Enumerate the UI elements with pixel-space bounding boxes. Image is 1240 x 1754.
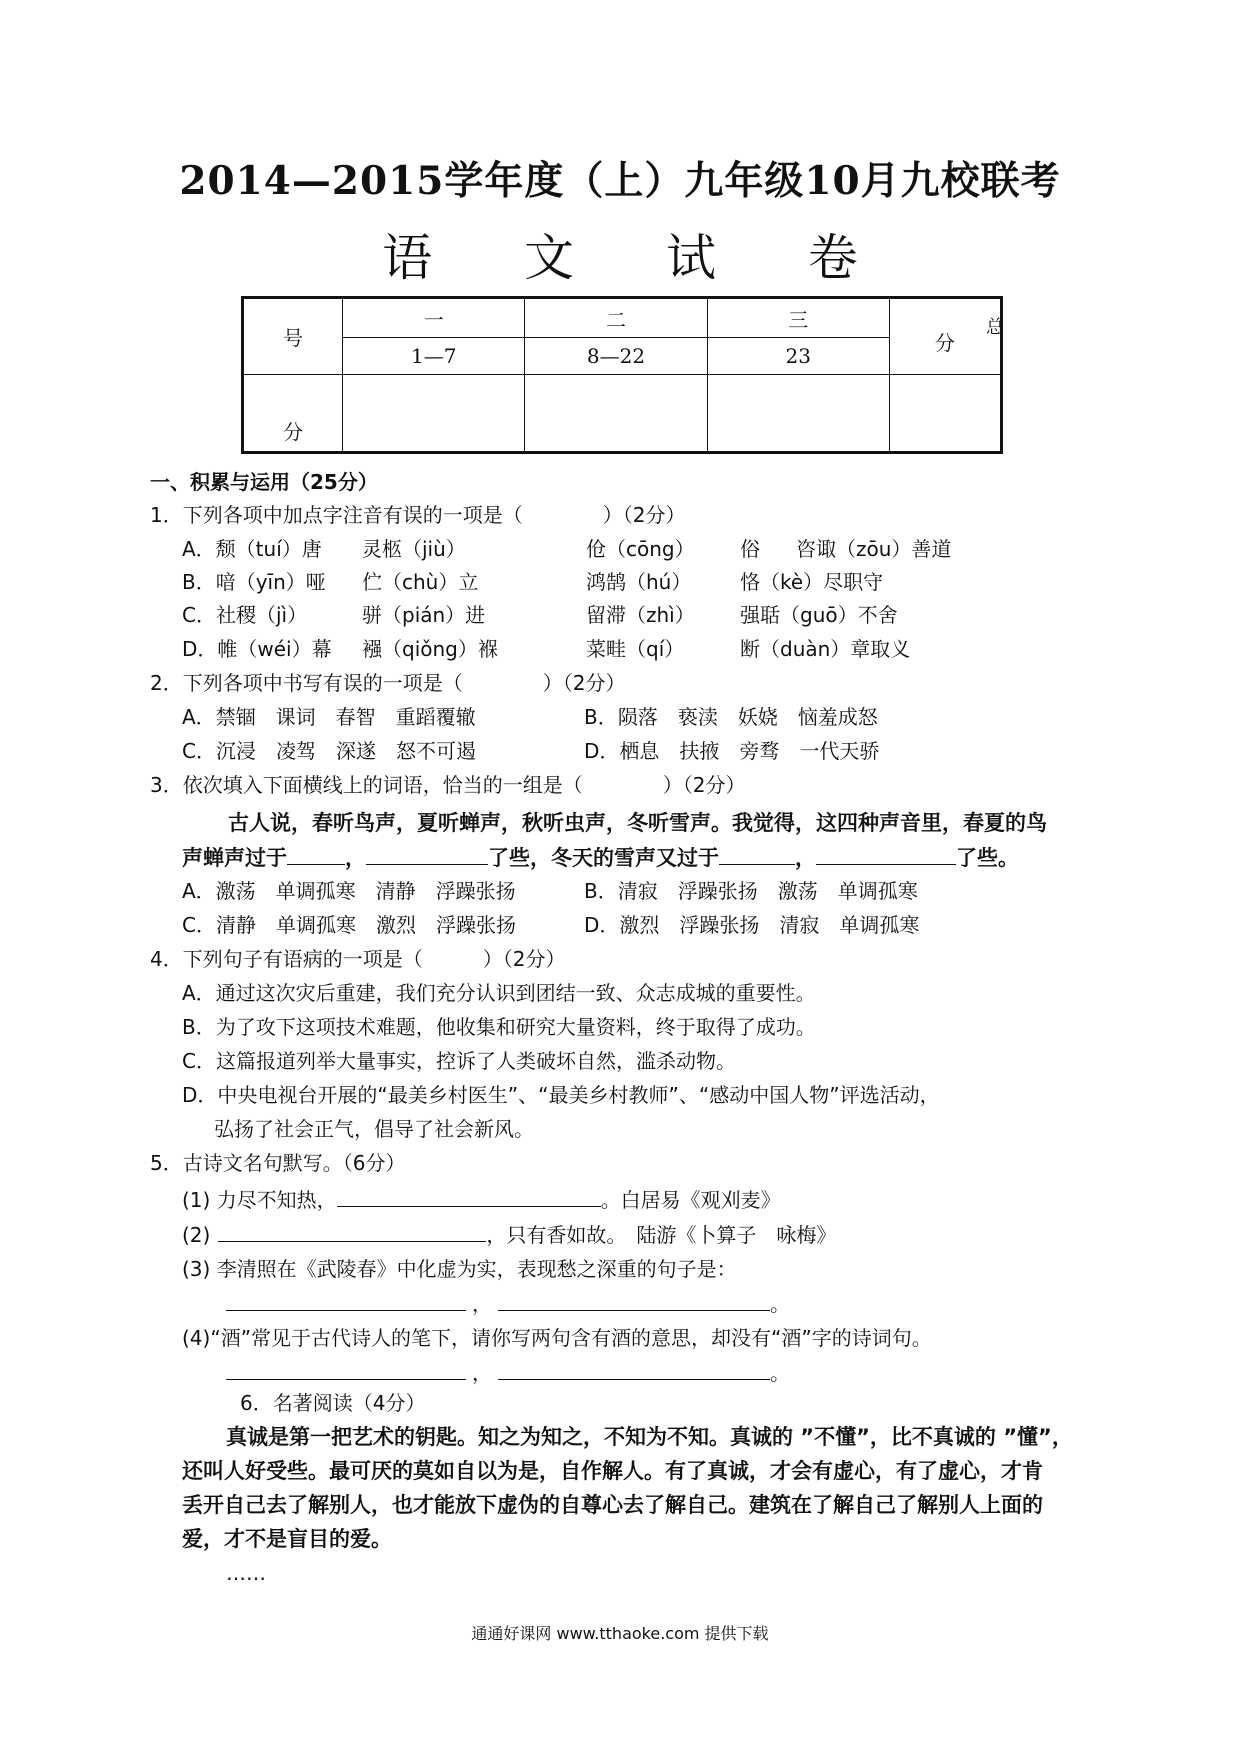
q4-option-d-continued: 弘扬了社会正气，倡导了社会新风。 bbox=[214, 1117, 534, 1141]
score-cell-2[interactable] bbox=[525, 375, 707, 453]
q5-item-3-blank-2[interactable] bbox=[498, 1288, 770, 1311]
q6-passage-line-2: 还叫人好受些。最可厌的莫如自以为是，自作解人。有了真诚，才会有虚心，有了虚心，才肯 bbox=[182, 1459, 1043, 1483]
score-table-range-3: 23 bbox=[707, 338, 889, 375]
q4-option-d: D．中央电视台开展的“最美乡村医生”、“最美乡村教师”、“感动中国人物”评选活动， bbox=[182, 1083, 940, 1107]
score-table-section-3: 三 bbox=[707, 298, 889, 338]
score-cell-total[interactable] bbox=[889, 375, 1001, 453]
score-table bbox=[241, 296, 1003, 454]
q1-stem: 1．下列各项中加点字注音有误的一项是（ ）（2分） bbox=[150, 503, 686, 527]
q2-stem: 2．下列各项中书写有误的一项是（ ）（2分） bbox=[150, 671, 626, 695]
score-table-range-1: 1—7 bbox=[343, 338, 525, 375]
q5-item-3-blank-1[interactable] bbox=[226, 1288, 466, 1311]
q5-item-3-answer: ， 。 bbox=[226, 1288, 790, 1319]
q5-item-2-blank[interactable] bbox=[218, 1219, 486, 1242]
score-cell-3[interactable] bbox=[707, 375, 889, 453]
q2-options-row-2: C．沉浸 凌驾 深遂 怒不可遏 D．栖息 扶掖 旁骛 一代天骄 bbox=[182, 739, 880, 763]
q3-blank-4[interactable] bbox=[816, 842, 956, 865]
q6-passage-line-4: 爱，才不是盲目的爱。 bbox=[182, 1527, 392, 1551]
exam-title: 2014—2015学年度（上）九年级10月九校联考 bbox=[179, 158, 1061, 204]
q5-item-2: (2) ，只有香如故。 陆游《卜算子 咏梅》 bbox=[182, 1219, 836, 1250]
q3-blank-2[interactable] bbox=[366, 842, 488, 865]
score-table-total-fragment: 总 bbox=[986, 317, 1004, 338]
section-1-heading: 一、积累与运用（25分） bbox=[150, 470, 378, 494]
score-table-total-label: 分 bbox=[934, 331, 955, 355]
q6-ellipsis: …… bbox=[226, 1561, 266, 1585]
q3-passage-line-1: 古人说，春听鸟声，夏听蝉声，秋听虫声，冬听雪声。我觉得，这四种声音里，春夏的鸟 bbox=[228, 811, 1047, 835]
q5-item-4-blank-1[interactable] bbox=[226, 1357, 466, 1380]
score-table-range-2: 8—22 bbox=[525, 338, 707, 375]
q5-item-1: (1) 力尽不知热， 。白居易《观刈麦》 bbox=[182, 1184, 781, 1215]
score-table-section-2: 二 bbox=[525, 298, 707, 338]
q5-item-4-answer: ， 。 bbox=[226, 1357, 790, 1388]
q3-stem: 3．依次填入下面横线上的词语，恰当的一组是（ ）（2分） bbox=[150, 773, 746, 797]
q3-options-row-2: C．清静 单调孤寒 激烈 浮躁张扬 D．激烈 浮躁张扬 清寂 单调孤寒 bbox=[182, 913, 920, 937]
q3-blank-3[interactable] bbox=[719, 842, 795, 865]
score-cell-1[interactable] bbox=[343, 375, 525, 453]
q6-passage-line-3: 丢开自己去了解别人，也才能放下虚伪的自尊心去了解自己。建筑在了解自己了解别人上面的 bbox=[182, 1493, 1043, 1517]
score-table-row-label-score: 分 bbox=[243, 375, 343, 453]
q6-passage-line-1: 真诚是第一把艺术的钥匙。知之为知之，不知为不知。真诚的 ”不懂”，比不真诚的 ”懂”， bbox=[226, 1425, 1073, 1449]
q1-option-d: D．帷（wéi）幕 襁（qiǒng）褓 菜畦（qí） 断（duàn）章取义 bbox=[182, 637, 911, 661]
q2-options-row-1: A．禁锢 课词 春智 重蹈覆辙 B．陨落 亵渎 妖娆 恼羞成怒 bbox=[182, 705, 878, 729]
q3-blank-1[interactable] bbox=[287, 842, 345, 865]
q4-option-b: B．为了攻下这项技术难题，他收集和研究大量资料，终于取得了成功。 bbox=[182, 1015, 816, 1039]
score-table-section-1: 一 bbox=[343, 298, 525, 338]
q4-stem: 4．下列句子有语病的一项是（ ）（2分） bbox=[150, 947, 566, 971]
q5-item-4-blank-2[interactable] bbox=[498, 1357, 770, 1380]
score-table-row-label-number: 号 bbox=[243, 298, 343, 375]
q4-option-a: A．通过这次灾后重建，我们充分认识到团结一致、众志成城的重要性。 bbox=[182, 981, 816, 1005]
score-table-total-header bbox=[889, 298, 1004, 375]
q1-option-c: C．社稷（jì） 骈（pián）进 留滞（zhì） 强聒（guō）不舍 bbox=[182, 603, 898, 627]
q4-option-c: C．这篇报道列举大量事实，控诉了人类破坏自然，滥杀动物。 bbox=[182, 1049, 736, 1073]
q3-options-row-1: A．激荡 单调孤寒 清静 浮躁张扬 B．清寂 浮躁张扬 激荡 单调孤寒 bbox=[182, 879, 918, 903]
q1-option-a: A．颓（tuí）唐 灵柩（jiù） 伧（cōng） 俗 咨诹（zōu）善道 bbox=[182, 537, 952, 561]
q3-passage-line-2: 声蝉声过于 ， 了些，冬天的雪声又过于 ， 了些。 bbox=[182, 842, 1019, 873]
q5-stem: 5．古诗文名句默写。（6分） bbox=[150, 1151, 406, 1175]
q5-item-3: (3) 李清照在《武陵春》中化虚为实，表现愁之深重的句子是： bbox=[182, 1257, 737, 1281]
q6-stem: 6．名著阅读（4分） bbox=[240, 1391, 426, 1415]
q5-item-4: (4)“酒”常见于古代诗人的笔下，请你写两句含有酒的意思，却没有“酒”字的诗词句。 bbox=[182, 1326, 932, 1350]
page-footer: 通通好课网 www.tthaoke.com 提供下载 bbox=[471, 1624, 769, 1643]
q1-option-b: B．喑（yīn）哑 伫（chù）立 鸿鹄（hú） 恪（kè）尽职守 bbox=[182, 570, 884, 594]
exam-subtitle: 语 文 试 卷 bbox=[382, 229, 896, 287]
q5-item-1-blank[interactable] bbox=[337, 1184, 601, 1207]
